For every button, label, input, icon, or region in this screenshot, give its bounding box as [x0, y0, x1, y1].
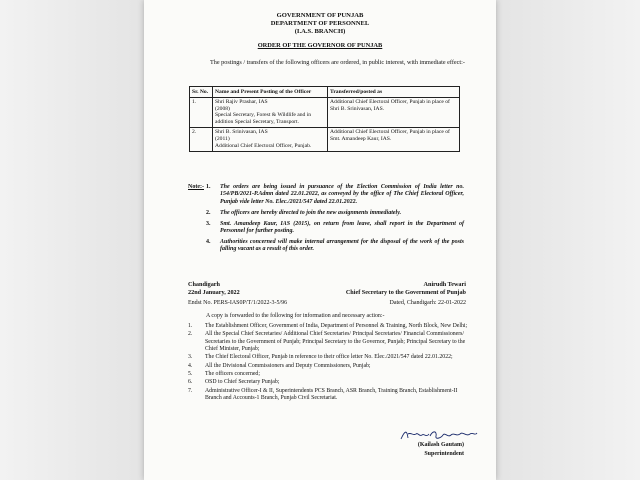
background-right — [496, 0, 640, 480]
header-government: GOVERNMENT OF PUNJAB — [276, 12, 364, 19]
note-text: Smt. Amandeep Kaur, IAS (2015), on return from leave, shall report in the Department of Personnel for further posting. — [220, 220, 464, 235]
list-number: 2. — [188, 331, 193, 338]
background-left — [0, 0, 144, 480]
copy-forward-intro: A copy is forwarded to the following for information and necessary action:- — [206, 313, 385, 319]
note-item — [206, 239, 464, 254]
list-number: 5. — [188, 370, 193, 377]
officer-posting: Special Secretary, Forest & Wildlife and in addition Special Secretary, Transport. — [215, 112, 312, 125]
col-header-sr-no: Sr. No. — [190, 87, 213, 98]
order-date: 22nd January, 2022 — [188, 289, 240, 296]
col-header-posted: Transferred/posted as — [328, 87, 460, 98]
list-item — [188, 379, 468, 386]
note-item — [206, 210, 464, 217]
notes-list — [206, 184, 464, 257]
note-text: Authorities concerned will make internal arrangement for the disposal of the work of the posts falling vacant as a result of this order. — [220, 238, 464, 253]
intro-paragraph: The postings / transfers of the following officers are ordered, in public interest, with immediate effect:- — [210, 59, 465, 66]
note-number: 1. — [206, 184, 211, 190]
list-number: 3. — [188, 354, 193, 361]
list-text: All the Special Chief Secretaries/ Additional Chief Secretaries/ Principal Secretaries/ Financial Commissioners/ Secretaries to the Government of Punjab; Principal Secretary to the Governor, Punjab; Principal Secretary to the Chief Minister, Punjab; — [205, 331, 466, 352]
officer-cell — [213, 127, 328, 151]
list-item — [188, 371, 468, 378]
transfer-table — [189, 86, 460, 152]
note-item — [206, 221, 464, 236]
list-text: The Establishment Officer, Government of India, Department of Personnel & Training, North Block, New Delhi; — [205, 323, 468, 329]
note-text: The officers are hereby directed to join the new assignments immediately. — [220, 209, 402, 216]
list-number: 6. — [188, 379, 193, 386]
superintendent-block — [144, 441, 464, 458]
endorsement-date: Dated, Chandigarh: 22-01-2022 — [389, 300, 466, 306]
list-text: The Chief Electoral Officer, Punjab in reference to their office letter No. Elec./2021/547 dated 22.01.2022; — [205, 354, 453, 361]
row-number: 2. — [190, 127, 213, 151]
officer-name: Shri B. Srinivasan, IAS — [215, 129, 268, 136]
table-row — [190, 127, 460, 151]
list-item — [188, 388, 468, 402]
posted-as-cell: Additional Chief Electoral Officer, Punjab in place of Shri B. Srinivasan, IAS. — [328, 97, 460, 127]
table-header-row — [190, 87, 460, 98]
list-text: The officers concerned; — [205, 370, 260, 377]
row-number: 1. — [190, 97, 213, 127]
officer-cell — [213, 97, 328, 127]
list-item — [188, 354, 468, 361]
officer-batch: (2011) — [215, 136, 230, 143]
col-header-officer: Name and Present Posting of the Officer — [213, 87, 328, 98]
posted-as-cell: Additional Chief Electoral Officer, Punjab in place of Smt. Amandeep Kaur, IAS. — [328, 127, 460, 151]
signatory-name: (Kailash Gautam) — [417, 442, 464, 448]
chief-secretary-block — [144, 281, 466, 297]
copy-recipients-list — [188, 323, 468, 403]
table-row — [190, 97, 460, 127]
notes-label: Note:- — [188, 184, 204, 190]
signatory-designation: Superintendent — [424, 450, 464, 457]
signatory-name: Anirudh Tewari — [423, 281, 466, 288]
list-item — [188, 331, 468, 353]
note-item — [206, 184, 464, 206]
list-text: OSD to Chief Secretary Punjab; — [205, 379, 280, 386]
note-number: 2. — [206, 209, 211, 216]
note-text: The orders are being issued in pursuance of the Election Commission of India letter no. 154/PB/2021-P.Admn dated 22.01.2022, as conveyed by the office of The Chief Electoral Officer, Punjab vide letter No. Elec./2021/547 dated 22.01.2022. — [220, 184, 464, 205]
note-number: 4. — [206, 238, 211, 245]
list-text: Administrative Officer-I & II, Superintendents PCS Branch, ASR Branch, Training Branch, Establishment-II Branch and Accounts-1 Branch, Punjab Civil Secretariat. — [205, 387, 458, 401]
list-number: 4. — [188, 362, 193, 369]
place: Chandigarh — [188, 281, 220, 288]
note-number: 3. — [206, 220, 211, 227]
endorsement-number: Endst No. PERS-IAS0P/T/1/2022-3-5/96 — [188, 300, 288, 306]
order-title: ORDER OF THE GOVERNOR OF PUNJAB — [257, 42, 383, 49]
list-number: 7. — [188, 387, 193, 394]
header-department: DEPARTMENT OF PERSONNEL — [270, 20, 370, 27]
header-branch: (I.A.S. BRANCH) — [294, 28, 346, 35]
officer-name: Shri Rajiv Prashar, IAS — [215, 99, 268, 106]
list-item — [188, 323, 468, 330]
officer-batch: (2008) — [215, 105, 230, 112]
list-number: 1. — [188, 323, 193, 329]
signatory-designation: Chief Secretary to the Government of Punjab — [345, 289, 466, 296]
officer-posting: Additional Chief Electoral Officer, Punjab. — [215, 142, 312, 149]
list-text: All the Divisional Commissioners and Deputy Commissioners, Punjab; — [205, 362, 371, 369]
handwritten-signature — [399, 428, 479, 442]
document-page — [144, 0, 496, 480]
list-item — [188, 363, 468, 370]
